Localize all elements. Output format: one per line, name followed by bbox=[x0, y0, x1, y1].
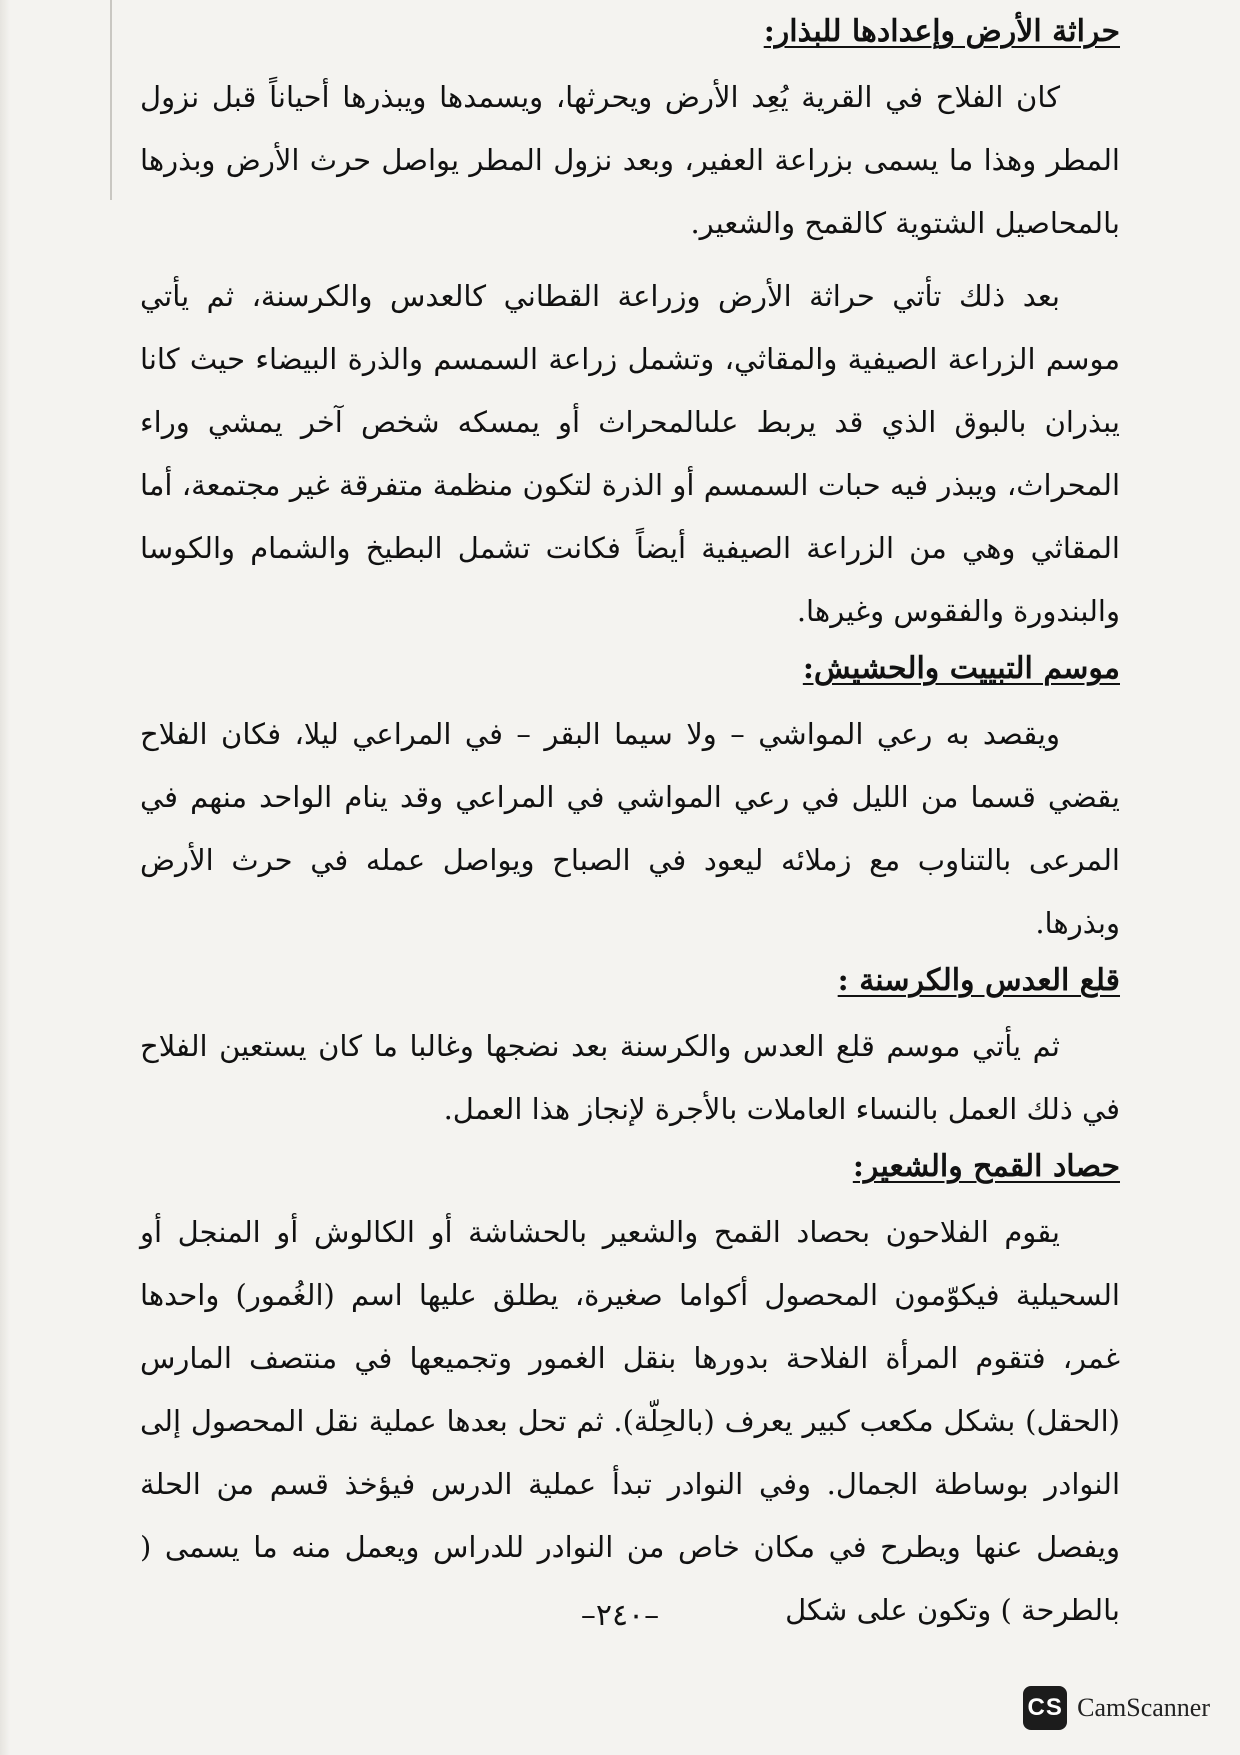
paragraph-plowing-1 bbox=[140, 66, 1120, 255]
paragraph-plowing-2-text: بعد ذلك تأتي حراثة الأرض وزراعة القطاني كالعدس والكرسنة، ثم يأتي موسم الزراعة الصيفية والمقاثي، وتشمل زراعة السمسم والذرة البيضاء حيث كانا يبذران بالبوق الذي قد يربط علىالمحراث أو يمسكه شخص آخر يمشي وراء المحراث، ويبذر فيه حبات السمسم أو الذرة لتكون منظمة متفرقة غير مجتمعة، أما المقاثي وهي من الزراعة الصيفية أيضاً فكانت تشمل البطيخ والشمام والكوسا والبندورة والفقوس وغيرها. bbox=[140, 279, 1120, 628]
scan-edge-mark bbox=[110, 0, 112, 200]
section-heading-grazing: موسم التبييت والحشيش: bbox=[802, 651, 1120, 686]
camscanner-logo-icon: CS bbox=[1023, 1686, 1067, 1730]
paragraph-grazing bbox=[140, 703, 1120, 955]
paragraph-lentils-text: ثم يأتي موسم قلع العدس والكرسنة بعد نضجها وغالبا ما كان يستعين الفلاح في ذلك العمل بالنساء العاملات بالأجرة لإنجاز هذا العمل. bbox=[140, 1029, 1120, 1126]
page-number: –٢٤٠– bbox=[580, 1598, 660, 1633]
camscanner-watermark bbox=[1023, 1683, 1210, 1733]
paragraph-harvest-text: يقوم الفلاحون بحصاد القمح والشعير بالحشاشة أو الكالوش أو المنجل أو السحيلية فيكوّمون المحصول أكواما صغيرة، يطلق عليها اسم (الغُمور) واحدها غمر، فتقوم المرأة الفلاحة بدورها بنقل الغمور وتجميعها في منتصف المارس (الحقل) بشكل مكعب كبير يعرف (بالحِلّة). ثم تحل بعدها عملية نقل المحصول إلى النوادر بوساطة الجمال. وفي النوادر تبدأ عملية الدرس فيؤخذ قسم من الحلة ويفصل عنها ويطرح في مكان خاص من النوادر للدراس ويعمل منه ما يسمى ( بالطرحة ) وتكون على شكل bbox=[140, 1215, 1120, 1627]
section-heading-lentils: قلع العدس والكرسنة : bbox=[837, 963, 1120, 998]
paragraph-lentils bbox=[140, 1015, 1120, 1141]
page-content bbox=[140, 12, 1120, 1642]
paragraph-plowing-1-text: كان الفلاح في القرية يُعِد الأرض ويحرثها، ويسمدها ويبذرها أحياناً قبل نزول المطر وهذا ما يسمى بزراعة العفير، وبعد نزول المطر يواصل حرث الأرض وبذرها بالمحاصيل الشتوية كالقمح والشعير. bbox=[140, 80, 1120, 240]
paragraph-harvest bbox=[140, 1201, 1120, 1642]
page-fold-shadow bbox=[0, 0, 10, 1755]
section-heading-plowing: حراثة الأرض وإعدادها للبذار: bbox=[763, 14, 1120, 49]
section-heading-harvest: حصاد القمح والشعير: bbox=[852, 1149, 1120, 1184]
paragraph-plowing-2 bbox=[140, 265, 1120, 643]
paragraph-grazing-text: ويقصد به رعي المواشي – ولا سيما البقر – في المراعي ليلا، فكان الفلاح يقضي قسما من الليل في رعي المواشي في المراعي وقد ينام الواحد منهم في المرعى بالتناوب مع زملائه ليعود في الصباح ويواصل عمله في حرث الأرض وبذرها. bbox=[140, 717, 1120, 940]
camscanner-brand-text: CamScanner bbox=[1077, 1693, 1210, 1722]
